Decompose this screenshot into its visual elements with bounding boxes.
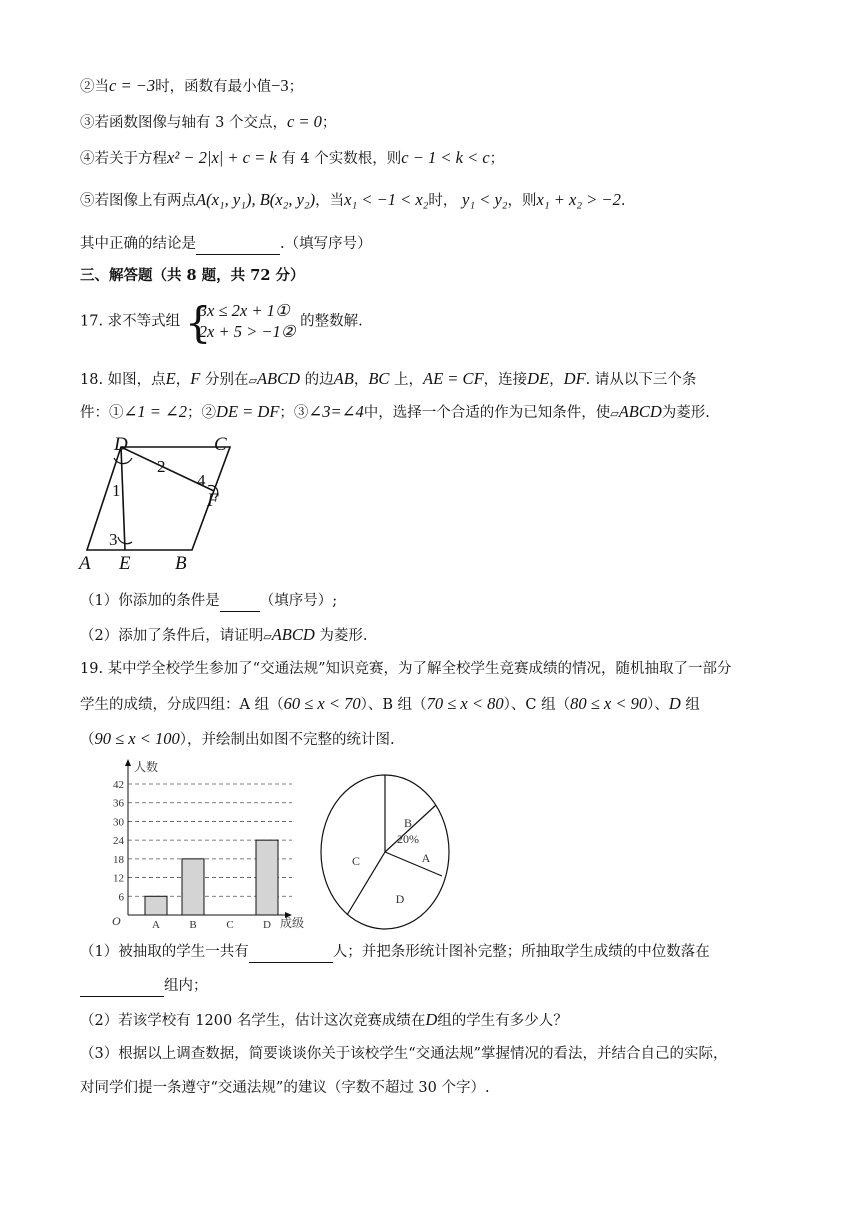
conclusion-blank[interactable]	[196, 234, 280, 255]
y-tick-label: 42	[113, 779, 124, 791]
parallelogram-figure	[74, 436, 244, 576]
q18-line-2	[80, 402, 710, 424]
origin-label: O	[112, 914, 121, 928]
item-3-post: ；	[321, 115, 337, 131]
y-tick-labels	[113, 779, 125, 903]
q17-text: 17. 求不等式组	[80, 313, 181, 330]
item-5-eq: A(x₁, y₁), B(x₂, y₂)	[196, 190, 316, 209]
eq-AE-CF: AE = CF	[423, 369, 484, 388]
item-3-text: ③若函数图像与轴有 3 个交点，	[80, 115, 287, 131]
y-tick-label: 12	[113, 872, 124, 885]
q19-part-1a	[80, 942, 710, 963]
q18-text-c: 分别在	[204, 372, 249, 388]
item-2-post: ；	[288, 79, 304, 95]
q17-post: 的整数解.	[300, 313, 363, 330]
x-tick-labels	[152, 919, 271, 931]
range-C: 80 ≤ x < 90	[570, 694, 648, 713]
q19-l2-d: ）、	[647, 697, 669, 713]
condition-2: DE = DF	[216, 402, 280, 421]
item-5-text: ⑤若图像上有两点	[80, 193, 196, 209]
point-E: E	[165, 369, 176, 388]
q19-p1-blank-2[interactable]	[80, 976, 164, 997]
segment-DE	[121, 447, 125, 550]
label-D: D	[114, 436, 128, 455]
condition-1: ∠1 = ∠2	[123, 402, 188, 421]
y-tick-label: 18	[113, 853, 124, 866]
item-5-mid2: 时，	[428, 193, 458, 209]
q18-text: 18. 如图，点	[80, 372, 166, 388]
item-5-eq2: x₁ < −1 < x₂	[344, 190, 429, 209]
x-tick-label-A: A	[152, 919, 160, 931]
q19-p1b-post: 组内；	[164, 978, 208, 994]
label-B: B	[175, 553, 187, 574]
q18-p2-text: （2）添加了条件后，请证明	[80, 628, 264, 644]
y-tick-label: 6	[118, 891, 124, 904]
y-tick-label: 36	[113, 797, 124, 810]
slice-label-D: D	[395, 892, 405, 906]
item-2-val: −3	[271, 76, 289, 95]
side-AB: AB	[333, 369, 354, 388]
q18-p1-text: （1）你添加的条件是	[80, 593, 220, 609]
group-D: D	[425, 1010, 438, 1029]
slice-label-C: C	[351, 854, 361, 868]
x-axis-label: 成级	[280, 916, 305, 930]
label-E: E	[119, 553, 131, 574]
angle-label-3: 3	[109, 530, 118, 549]
bar-D	[256, 840, 278, 915]
q19-l3-a: （	[80, 732, 95, 748]
label-F: F	[207, 490, 219, 511]
range-B: 70 ≤ x < 80	[426, 694, 504, 713]
quad-ABCD: ABCD	[618, 402, 662, 421]
conclusion-line	[80, 234, 372, 255]
y-tick-label: 30	[113, 816, 124, 829]
item-4	[80, 148, 504, 169]
group-D: D	[668, 694, 681, 713]
range-D: 90 ≤ x < 100	[94, 729, 180, 748]
parallelogram-icon: ▱	[610, 407, 619, 420]
parallelogram-icon: ▱	[248, 374, 257, 387]
q19-p1-text: （1）被抽取的学生一共有	[80, 944, 249, 960]
q18-l2-d: 中，选择一个合适的作为已知条件，使	[363, 405, 611, 421]
bar-B	[182, 859, 204, 915]
q19-p1-blank-1[interactable]	[249, 942, 333, 963]
q19-l2-a: 学生的成绩，分成四组：A 组（	[80, 697, 284, 713]
item-5	[80, 190, 625, 211]
q18-sep-h: ，	[549, 372, 564, 388]
q18-p2-post: 为菱形.	[319, 628, 368, 644]
q19-p2-post: 组的学生有多少人？	[437, 1013, 568, 1029]
y-axis-arrow-icon	[125, 759, 131, 766]
pie-chart	[318, 770, 454, 936]
q18-l2-c: ；③	[279, 405, 309, 421]
item-2	[80, 76, 303, 97]
conclusion-post: .（填写序号）	[280, 236, 372, 252]
item-4-mid: 有 4 个实数根，则	[281, 151, 402, 167]
item-2-mid: 时，函数有最小值	[155, 79, 272, 95]
conclusion-text: 其中正确的结论是	[80, 236, 196, 252]
item-2-text: ②当	[80, 79, 109, 95]
q18-sep-e: ，	[353, 372, 369, 388]
q18-l2-text: 件：①	[80, 405, 124, 421]
item-3	[80, 112, 336, 133]
q18-p1-blank[interactable]	[220, 591, 260, 612]
y-axis-label: 人数	[134, 760, 159, 774]
item-5-eq3: y₁ < y₂	[462, 190, 508, 209]
condition-3: ∠3=∠4	[308, 402, 364, 421]
q19-l2-b: ）、B 组（	[360, 697, 427, 713]
item-3-eq: c = 0	[286, 112, 322, 131]
x-tick-label-D: D	[263, 919, 271, 931]
y-tick-label: 24	[113, 835, 124, 848]
item-4-eq: x² − 2|x| + c = k	[167, 148, 277, 167]
q18-part-1	[80, 591, 337, 612]
x-tick-label-B: B	[189, 919, 197, 931]
inequality-1: 3x ≤ 2x + 1①	[198, 301, 290, 320]
quad-ABCD: ABCD	[271, 625, 315, 644]
bar-A	[145, 896, 167, 915]
q19-line-2	[80, 694, 700, 715]
left-brace-icon: {	[184, 298, 212, 347]
q18-l2-e: 为菱形.	[661, 405, 710, 421]
angle-label-4: 4	[197, 471, 206, 490]
section-title: 三、解答题（共 8 题，共 72 分）	[80, 267, 305, 284]
side-BC: BC	[368, 369, 390, 388]
slice-label-B: B	[403, 816, 413, 830]
q18-l2-b: ；②	[187, 405, 217, 421]
q18-text-g: ，连接	[483, 372, 528, 388]
q19-part-3b: 对同学们提一条遵守“交通法规”的建议（字数不超过 30 个字）.	[80, 1080, 490, 1096]
seg-DE: DE	[527, 369, 550, 388]
item-5-eq4: x₁ + x₂ > −2	[536, 190, 621, 209]
item-5-post: .	[620, 193, 626, 209]
q19-l2-c: ）、C 组（	[503, 697, 571, 713]
q19-p1-post: 人；并把条形统计图补完整；所抽取学生成绩的中位数落在	[332, 944, 710, 960]
parallelogram-icon: ▱	[263, 630, 272, 643]
item-4-text: ④若关于方程	[80, 151, 167, 167]
q18-text-d: 的边	[304, 372, 334, 388]
item-5-mid3: ，则	[507, 193, 537, 209]
q19-line-1: 19. 某中学全校学生参加了“交通法规”知识竞赛，为了解全校学生竞赛成绩的情况，随机抽取了一部分	[80, 661, 732, 677]
q19-line-3	[80, 729, 395, 750]
q19-l3-b: ），并绘制出如图不完整的统计图.	[179, 732, 395, 748]
slice-label-A: A	[421, 851, 431, 865]
q19-part-3a: （3）根据以上调查数据，简要谈谈你关于该校学生“交通法规”掌握情况的看法，并结合自己的实际，	[80, 1046, 728, 1062]
label-C: C	[214, 436, 227, 455]
seg-DF: DF	[563, 369, 586, 388]
label-A: A	[79, 553, 91, 574]
q19-part-2	[80, 1010, 568, 1031]
q19-part-1b	[80, 976, 208, 997]
inequality-2: 2x + 5 > −1②	[198, 322, 296, 341]
x-tick-label-C: C	[226, 919, 234, 931]
q18-sep: ，	[175, 372, 191, 388]
item-2-eq: c = −3	[109, 76, 156, 95]
point-F: F	[190, 369, 201, 388]
q18-text-i: . 请从以下三个条	[585, 372, 697, 388]
range-A: 60 ≤ x < 70	[283, 694, 361, 713]
q18-p1-post: （填序号）;	[259, 593, 338, 609]
item-4-post: ；	[489, 151, 505, 167]
item-4-eq2: c − 1 < k < c	[401, 148, 490, 167]
quad-ABCD: ABCD	[256, 369, 301, 388]
q18-part-2	[80, 625, 368, 647]
question-17	[80, 300, 363, 350]
angle-label-2: 2	[157, 457, 166, 476]
q18-text-f: 上，	[394, 372, 424, 388]
bar-chart	[108, 757, 308, 935]
slice-label-B-percent: 20%	[397, 832, 419, 846]
angle-label-1: 1	[112, 481, 121, 500]
q19-p2-text: （2）若该学校有 1200 名学生，估计这次竞赛成绩在	[80, 1013, 426, 1029]
q19-l2-e: 组	[685, 697, 700, 713]
inequality-system	[184, 298, 296, 347]
q18-line-1	[80, 369, 696, 391]
item-5-mid: ，当	[315, 193, 345, 209]
